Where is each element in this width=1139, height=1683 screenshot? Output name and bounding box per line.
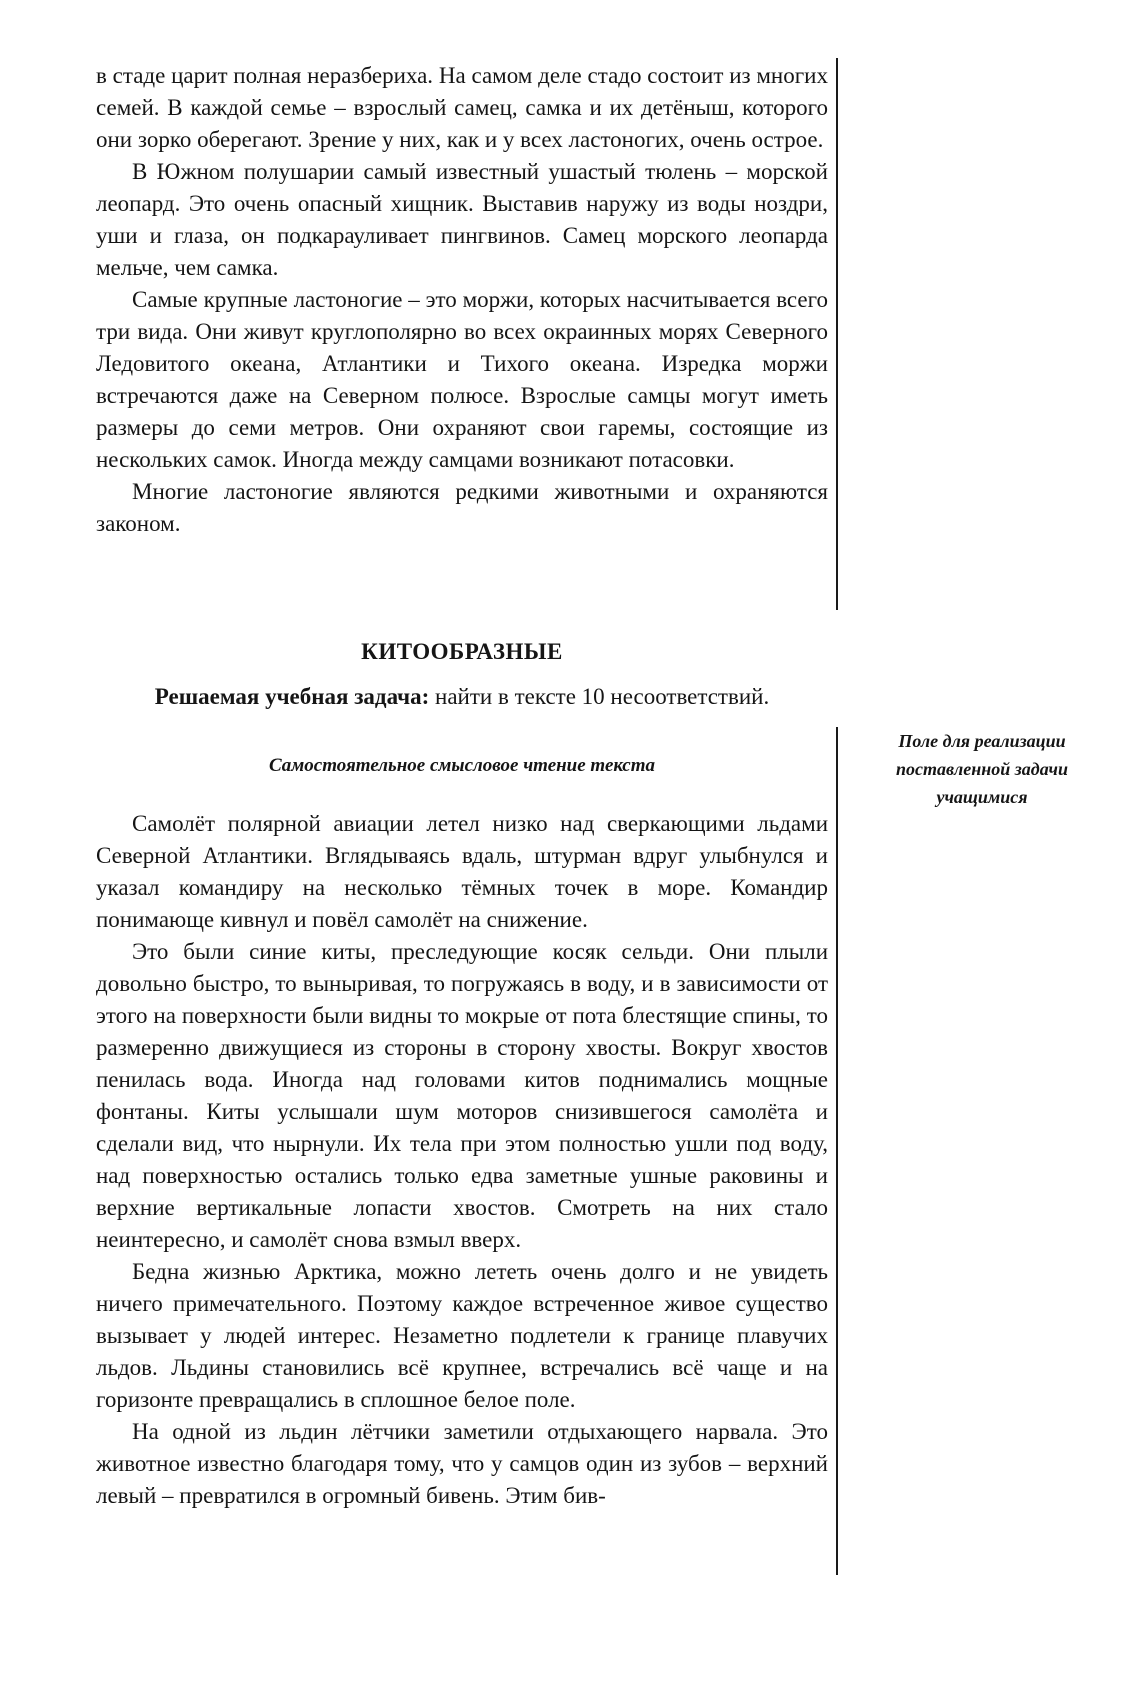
side-note-line-1: Поле для реализации bbox=[898, 731, 1066, 751]
side-note bbox=[862, 727, 1102, 811]
learning-task bbox=[96, 681, 828, 713]
paragraph-continuation: в стаде царит полная неразбериха. На самом деле стадо состоит из многих семей. В каждой семье – взрослый самец, самка и их детёныш, которого они зорко оберегают. Зрение у них, как и у всех ластоногих, очень острое. bbox=[96, 63, 828, 152]
task-text: найти в тексте 10 несоответствий. bbox=[429, 684, 770, 709]
section-title: КИТООБРАЗНЫЕ bbox=[361, 639, 563, 664]
paragraph-walruses: Самые крупные ластоногие – это моржи, которых насчитывается всего три вида. Они живут круглополярно во всех окраинных морях Северного Ледовитого океана, Атлантики и Тихого океана. Изредка моржи встречаются даже на Северном полюсе. Взрослые самцы могут иметь размеры до семи метров. Они охраняют свои гаремы, состоящие из нескольких самок. Иногда между самцами возникают потасовки. bbox=[96, 287, 828, 472]
paragraph-arctic: Бедна жизнью Арктика, можно лететь очень долго и не увидеть ничего примечательного. Поэтому каждое встреченное живое существо вызывает у людей интерес. Незаметно подлетели к границе плавучих льдов. Льдины становились всё крупнее, встречались всё чаще и на горизонте превращались в сплошное белое поле. bbox=[96, 1259, 828, 1412]
main-text-block bbox=[96, 808, 828, 1512]
paragraph-sea-leopard: В Южном полушарии самый известный ушастый тюлень – морской леопард. Это очень опасный хищник. Выставив наружу из воды ноздри, уши и глаза, он подкарауливает пингвинов. Самец морского леопарда мельче, чем самка. bbox=[96, 159, 828, 280]
side-note-line-3: учащимися bbox=[936, 787, 1028, 807]
paragraph-protection: Многие ластоногие являются редкими животными и охраняются законом. bbox=[96, 479, 828, 536]
intro-text-block bbox=[96, 60, 828, 540]
paragraph-aircraft: Самолёт полярной авиации летел низко над сверкающими льдами Северной Атлантики. Вглядываясь вдаль, штурман вдруг улыбнулся и указал командиру на несколько тёмных точек в море. Командир понимающе кивнул и повёл самолёт на снижение. bbox=[96, 811, 828, 932]
paragraph-blue-whales: Это были синие киты, преследующие косяк сельди. Они плыли довольно быстро, то выныривая, то погружаясь в воду, и в зависимости от этого на поверхности были видны то мокрые от пота блестящие спины, то размеренно движущиеся из стороны в сторону хвосты. Вокруг хвостов пенилась вода. Иногда над головами китов поднимались мощные фонтаны. Киты услышали шум моторов снизившегося самолёта и сделали вид, что нырнули. Их тела при этом полностью ушли под воду, над поверхностью остались только едва заметные ушные раковины и верхние вертикальные лопасти хвостов. Смотреть на них стало неинтересно, и самолёт снова взмыл вверх. bbox=[96, 939, 828, 1252]
paragraph-narwhal: На одной из льдин лётчики заметили отдыхающего нарвала. Это животное известно благодаря тому, что у самцов один из зубов – верхний левый – превратился в огромный бивень. Этим бив- bbox=[96, 1419, 828, 1508]
reading-subtitle: Самостоятельное смысловое чтение текста bbox=[268, 755, 656, 776]
task-label: Решаемая учебная задача: bbox=[154, 684, 430, 709]
margin-rule-bottom bbox=[836, 727, 838, 1575]
margin-rule-top bbox=[836, 58, 838, 610]
side-note-line-2: поставленной задачи bbox=[896, 759, 1068, 779]
